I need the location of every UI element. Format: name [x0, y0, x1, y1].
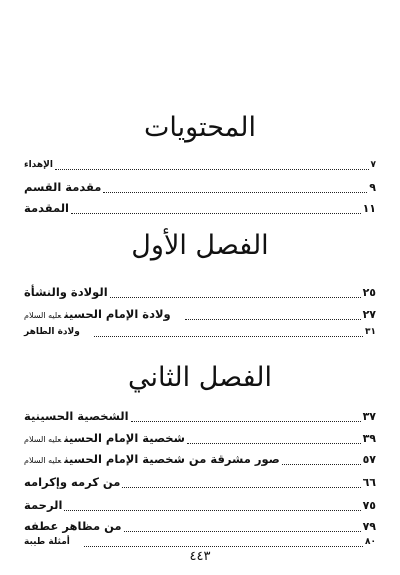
toc-entry-birth-pure — [24, 327, 376, 337]
toc-entry-page: ٣٩ — [362, 432, 376, 445]
toc-entry-label: ولادة الطاهر — [24, 327, 80, 337]
toc-entry-mercy — [24, 498, 376, 512]
toc-entry-good-examples — [24, 537, 376, 547]
toc-entry-section-intro — [24, 180, 376, 194]
toc-entry-label: الإهداء — [24, 160, 53, 170]
toc-entry-label-text: شخصية الإمام الحسين — [64, 431, 185, 445]
toc-entry-birth-upbringing — [24, 285, 376, 299]
toc-entry-page: ٦٦ — [362, 476, 376, 489]
dot-leader — [94, 331, 363, 337]
toc-entry-page: ٢٧ — [362, 308, 376, 321]
toc-entry-label: المقدمة — [24, 201, 69, 215]
toc-entry-page: ٧٥ — [362, 499, 376, 512]
toc-entry-label: الولادة والنشأة — [24, 285, 108, 299]
toc-entry-label — [24, 307, 171, 321]
toc-entry-label-text: صور مشرقة من شخصية الإمام الحسين — [64, 452, 280, 466]
toc-entry-compassion — [24, 519, 376, 533]
toc-entry-page: ٧ — [370, 160, 376, 170]
toc-entry-label — [24, 452, 280, 466]
dot-leader — [71, 206, 361, 213]
toc-entry-page: ١١ — [362, 202, 376, 215]
toc-entry-page: ٣٧ — [362, 410, 376, 423]
dot-leader — [187, 436, 361, 443]
dot-leader — [131, 414, 361, 421]
toc-entry-hussein-personality — [24, 409, 376, 423]
dot-leader — [282, 457, 361, 464]
dot-leader — [84, 541, 363, 547]
dot-leader — [124, 524, 361, 531]
dot-leader — [103, 185, 367, 192]
honorific-text: عليه السلام — [24, 435, 62, 444]
page-number: ٤٤٣ — [189, 549, 211, 564]
toc-entry-bright-images — [24, 452, 376, 466]
toc-entry-page: ٣١ — [365, 327, 376, 337]
toc-entry-imam-personality — [24, 431, 376, 445]
toc-entry-label — [24, 431, 185, 445]
toc-entry-label: أمثلة طيبة — [24, 537, 70, 547]
toc-entry-page: ٢٥ — [362, 286, 376, 299]
honorific-text: عليه السلام — [24, 456, 62, 465]
toc-entry-page: ٩ — [369, 181, 376, 194]
toc-entry-page: ٧٩ — [362, 520, 376, 533]
toc-entry-label: من كرمه وإكرامه — [24, 475, 121, 489]
chapter-two-heading: الفصل الثاني — [128, 362, 272, 393]
toc-entry-introduction — [24, 201, 376, 215]
toc-entry-page: ٥٧ — [362, 453, 376, 466]
toc-entry-dedication — [24, 160, 376, 170]
dot-leader — [110, 290, 361, 297]
toc-entry-label: الرحمة — [24, 498, 63, 512]
toc-entry-label: من مظاهر عطفه — [24, 519, 122, 533]
toc-entry-label-text: ولادة الإمام الحسين — [64, 307, 171, 321]
dot-leader — [185, 312, 361, 319]
toc-entry-generosity — [24, 475, 376, 489]
chapter-one-heading: الفصل الأول — [131, 230, 269, 261]
honorific-text: عليه السلام — [24, 311, 62, 320]
toc-entry-page: ٨٠ — [365, 537, 376, 547]
dot-leader — [122, 480, 360, 487]
toc-entry-label: الشخصية الحسينية — [24, 409, 129, 423]
toc-entry-birth-imam-hussein — [24, 307, 376, 321]
dot-leader — [55, 164, 369, 170]
toc-entry-label: مقدمة القسم — [24, 180, 102, 194]
dot-leader — [64, 503, 360, 510]
contents-heading: المحتويات — [143, 112, 257, 143]
